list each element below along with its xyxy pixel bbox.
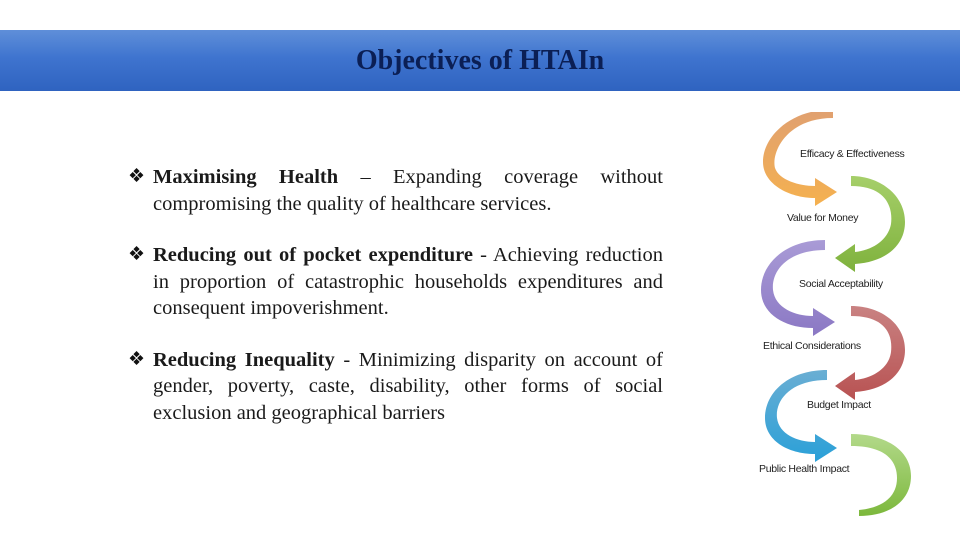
bullet-item xyxy=(128,347,663,427)
bullet-text: - Achieving reduction in proportion of catastrophic households expenditures and consequent impoverishment. xyxy=(153,244,663,319)
slide-title: Objectives of HTAIn xyxy=(355,44,605,76)
cycle-diagram xyxy=(755,112,955,522)
cycle-arrow-ethical xyxy=(835,306,905,400)
bullet-item xyxy=(128,242,663,322)
cycle-label-social: Social Acceptability xyxy=(799,278,883,290)
cycle-arrow-budget xyxy=(765,370,837,462)
cycle-arrow-value xyxy=(835,176,905,272)
bullet-heading: Reducing Inequality xyxy=(153,348,335,371)
diamond-bullet-icon: ❖ xyxy=(128,244,146,265)
cycle-arrows xyxy=(755,112,955,522)
diamond-bullet-icon: ❖ xyxy=(128,166,146,187)
title-bar xyxy=(0,30,960,91)
cycle-label-value: Value for Money xyxy=(787,212,859,224)
bullet-text: - Minimizing disparity on account of gender, poverty, caste, disability, other forms of social exclusion and geographical barriers xyxy=(153,348,663,424)
bullet-list xyxy=(128,164,663,426)
bullet-text: – Expanding coverage without compromising the quality of healthcare services. xyxy=(153,166,663,215)
cycle-label-ethical: Ethical Considerations xyxy=(763,340,861,352)
bullet-heading: Maximising Health xyxy=(153,166,339,188)
cycle-label-efficacy: Efficacy & Effectiveness xyxy=(800,148,905,160)
cycle-arrow-public-health xyxy=(851,434,911,516)
bullet-heading: Reducing out of pocket expenditure xyxy=(153,244,473,266)
bullet-item xyxy=(128,164,663,217)
cycle-label-budget: Budget Impact xyxy=(807,399,871,411)
diamond-bullet-icon: ❖ xyxy=(128,348,146,370)
cycle-label-public-health: Public Health Impact xyxy=(759,463,850,475)
